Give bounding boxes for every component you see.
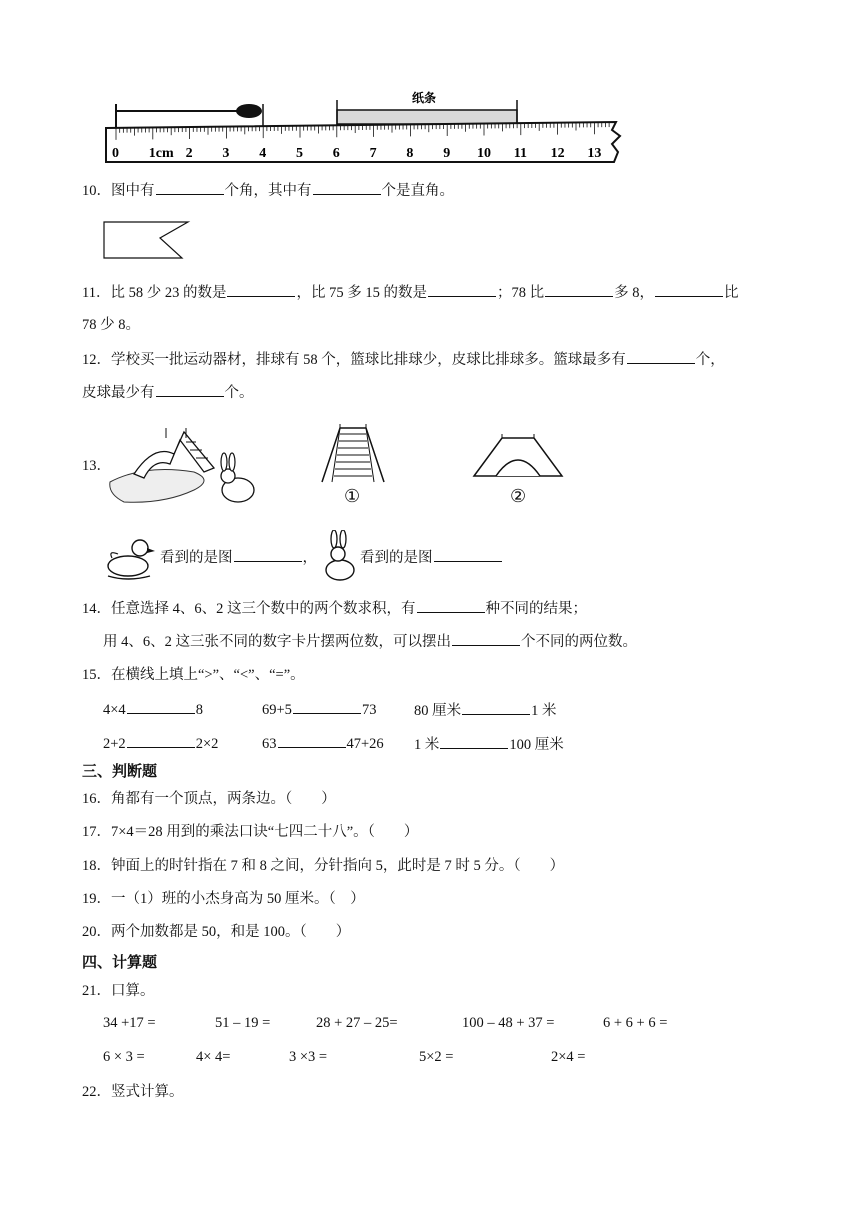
- oral-calc-item: 6 + 6 + 6 =: [603, 1015, 668, 1031]
- question-14-cont: 用 4、6、2 这三张不同的数字卡片摆两位数，可以摆出 个不同的两位数。: [103, 631, 637, 652]
- question-21: 21．口算。: [82, 983, 155, 999]
- oral-calc-item: 5×2 =: [419, 1049, 454, 1065]
- ruler-tick-label: 7: [369, 146, 377, 161]
- question-20: 20．两个加数都是 50，和是 100。（ ）: [82, 924, 351, 940]
- strip-label: 纸条: [412, 91, 437, 105]
- question-11: 11．比 58 少 23 的数是 ，比 75 多 15 的数是 ；78 比 多 8， 比: [82, 282, 738, 303]
- ruler-tick-label: 8: [406, 146, 414, 161]
- oral-calc-item: 100 – 48 + 37 =: [462, 1015, 555, 1031]
- answer-blank[interactable]: [627, 349, 695, 364]
- question-13-rabbit: 看到的是图: [360, 547, 503, 568]
- bridge-scene-illustration: [104, 424, 264, 510]
- angle-shape-figure: [102, 218, 192, 262]
- compare-item: 1 米 100 厘米: [414, 733, 564, 754]
- oral-calc-item: 34 +17 =: [103, 1015, 156, 1031]
- oral-calc-item: 3 ×3 =: [289, 1049, 328, 1065]
- ruler-tick-label: 12: [550, 146, 565, 161]
- answer-blank[interactable]: [127, 733, 195, 748]
- answer-blank[interactable]: [127, 699, 195, 714]
- answer-blank[interactable]: [545, 282, 613, 297]
- option-2-label: ②: [510, 486, 527, 506]
- oral-calc-item: 2×4 =: [551, 1049, 586, 1065]
- rabbit-icon: [320, 530, 360, 582]
- answer-blank[interactable]: [462, 700, 530, 715]
- question-12-cont: 皮球最少有 个。: [82, 382, 254, 403]
- oral-calc-item: 6 × 3 =: [103, 1049, 145, 1065]
- ruler-tick-label: 4: [259, 146, 267, 161]
- ruler-tick-label: 1cm: [148, 146, 174, 161]
- answer-blank[interactable]: [156, 180, 224, 195]
- answer-blank[interactable]: [313, 180, 381, 195]
- ruler-tick-label: 9: [443, 146, 451, 161]
- question-10: 10．图中有 个角，其中有 个是直角。: [82, 180, 454, 201]
- ruler-figure: [100, 86, 630, 168]
- section-heading-judgment: 三、判断题: [82, 762, 158, 780]
- question-18: 18．钟面上的时针指在 7 和 8 之间，分针指向 5，此时是 7 时 5 分。（ ）: [82, 858, 565, 874]
- ruler-tick-label: 5: [296, 146, 303, 161]
- question-13-num: 13．: [82, 458, 111, 474]
- answer-blank[interactable]: [293, 699, 361, 714]
- compare-item: 2+2 2×2: [103, 733, 218, 753]
- ruler-tick-label: 6: [332, 146, 340, 161]
- answer-blank[interactable]: [417, 598, 485, 613]
- answer-blank[interactable]: [278, 733, 346, 748]
- compare-item: 80 厘米 1 米: [414, 699, 557, 720]
- duck-icon: [104, 532, 156, 580]
- question-12: 12．学校买一批运动器材，排球有 58 个，篮球比排球少，皮球比排球多。篮球最多有 个，: [82, 349, 725, 370]
- answer-blank[interactable]: [434, 547, 502, 562]
- compare-item: 69+5 73: [262, 699, 376, 719]
- oral-calc-item: 4× 4=: [196, 1049, 231, 1065]
- question-11-cont: 78 少 8。: [82, 317, 140, 333]
- answer-blank[interactable]: [227, 282, 295, 297]
- answer-blank[interactable]: [440, 734, 508, 749]
- answer-blank[interactable]: [452, 631, 520, 646]
- question-13-duck: 看到的是图 ，: [160, 547, 317, 568]
- paper-strip: [337, 110, 517, 124]
- ruler-tick-label: 10: [477, 146, 491, 161]
- bridge-view-2: [470, 434, 566, 480]
- question-22: 22．竖式计算。: [82, 1084, 184, 1100]
- answer-blank[interactable]: [655, 282, 723, 297]
- question-17: 17．7×4＝28 用到的乘法口诀“七四二十八”。（ ）: [82, 824, 419, 840]
- section-heading-calculation: 四、计算题: [82, 953, 158, 971]
- answer-blank[interactable]: [234, 547, 302, 562]
- answer-blank[interactable]: [156, 382, 224, 397]
- ruler-tick-label: 3: [222, 146, 230, 161]
- question-16: 16．角都有一个顶点，两条边。（ ）: [82, 791, 336, 807]
- ruler-tick-label: 13: [587, 146, 602, 161]
- ruler-tick-label: 0: [112, 146, 119, 161]
- oral-calc-item: 51 – 19 =: [215, 1015, 271, 1031]
- option-1-label: ①: [344, 486, 361, 506]
- ruler-tick-label: 11: [513, 146, 528, 161]
- ruler-tick-label: 2: [185, 146, 193, 161]
- oral-calc-item: 28 + 27 – 25=: [316, 1015, 398, 1031]
- answer-blank[interactable]: [428, 282, 496, 297]
- question-14: 14．任意选择 4、6、2 这三个数中的两个数求积，有 种不同的结果；: [82, 598, 587, 619]
- compare-item: 63 47+26: [262, 733, 384, 753]
- bridge-view-1: [318, 424, 388, 486]
- question-15: 15．在横线上填上“>”、“<”、“=”。: [82, 667, 305, 683]
- question-19: 19．一（1）班的小杰身高为 50 厘米。（ ）: [82, 891, 365, 907]
- match-head: [236, 104, 262, 118]
- compare-item: 4×4 8: [103, 699, 203, 719]
